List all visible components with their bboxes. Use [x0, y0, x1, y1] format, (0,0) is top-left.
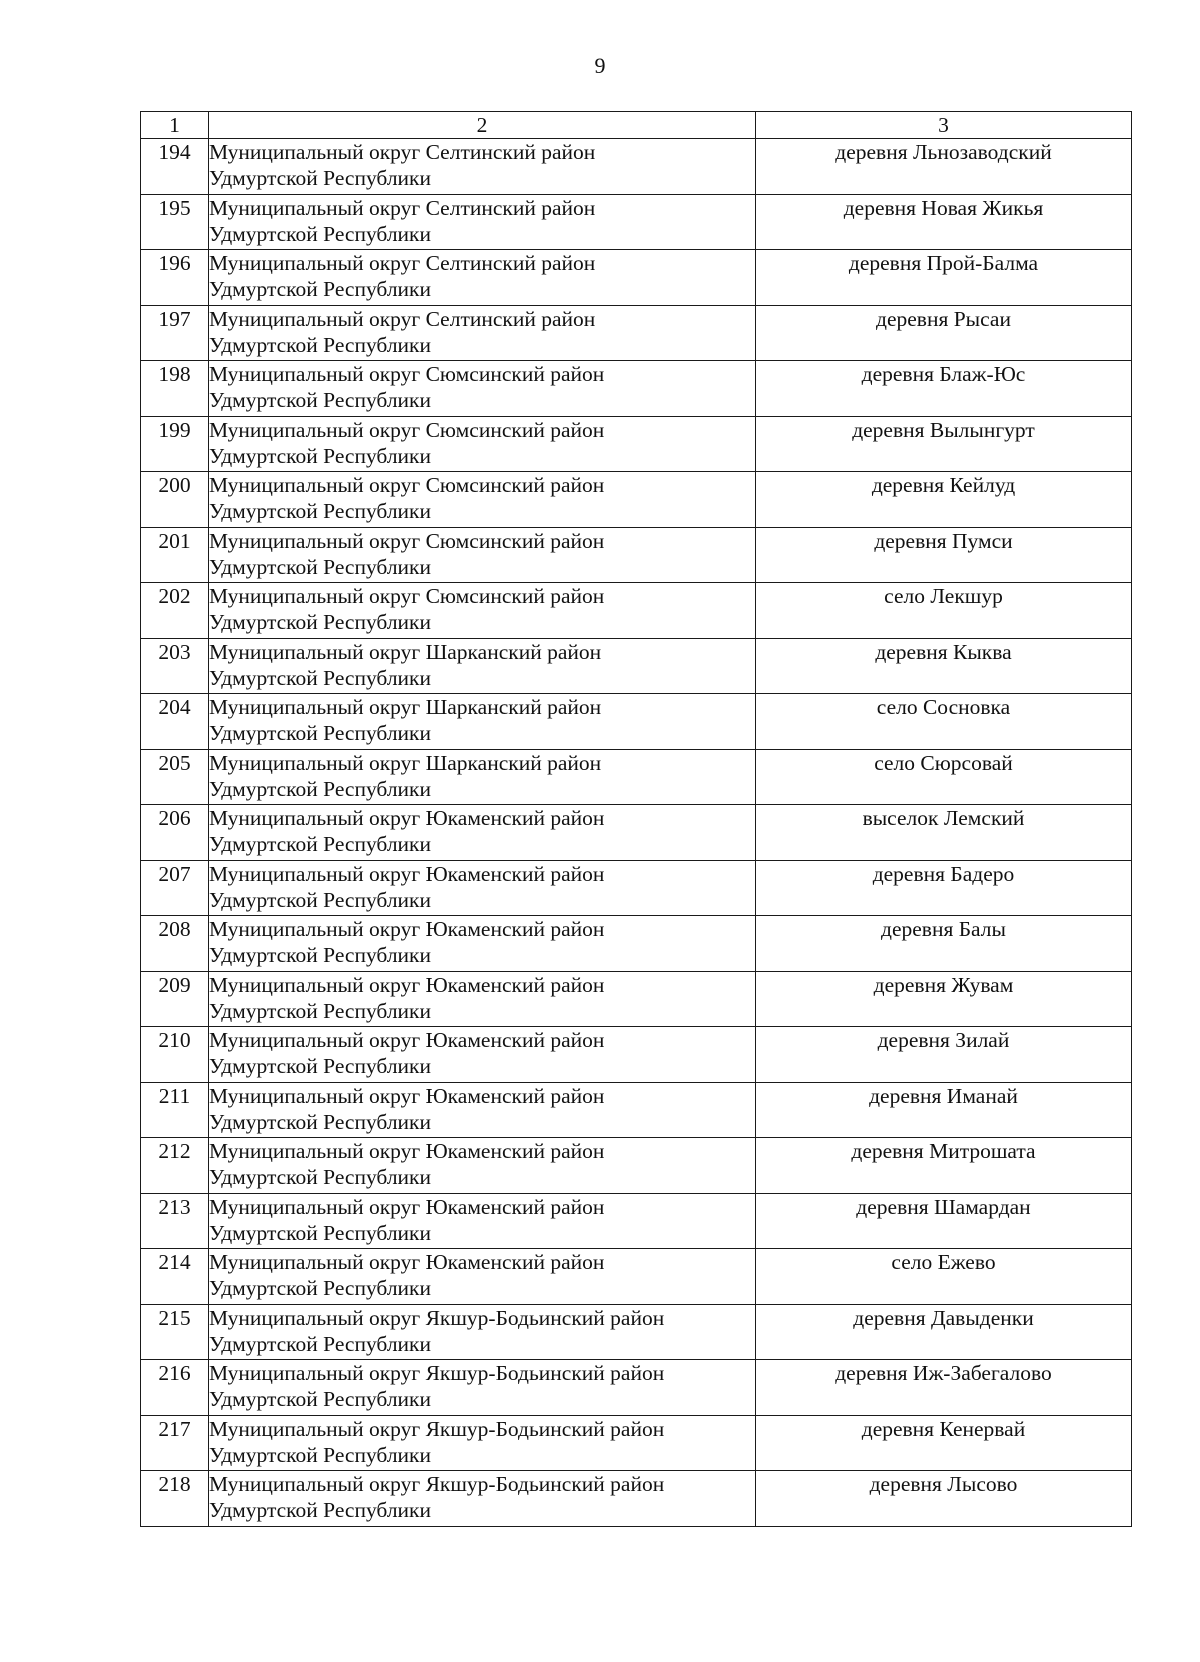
table-row	[141, 749, 1132, 805]
row-number-cell: 208	[141, 916, 209, 972]
district-cell: Муниципальный округ Якшур-Бодьинский район Удмуртской Республики	[209, 1415, 756, 1471]
table-row	[141, 1249, 1132, 1305]
row-number-cell: 201	[141, 527, 209, 583]
district-cell: Муниципальный округ Селтинский район Удмуртской Республики	[209, 305, 756, 361]
page-number: 9	[594, 53, 606, 78]
district-cell: Муниципальный округ Юкаменский район Удмуртской Республики	[209, 860, 756, 916]
row-number-cell: 205	[141, 749, 209, 805]
table-row	[141, 1082, 1132, 1138]
row-number-cell: 214	[141, 1249, 209, 1305]
district-cell: Муниципальный округ Сюмсинский район Удмуртской Республики	[209, 472, 756, 528]
district-cell: Муниципальный округ Шарканский район Удмуртской Республики	[209, 749, 756, 805]
row-number-cell: 198	[141, 361, 209, 417]
settlement-cell: деревня Кыква	[756, 638, 1132, 694]
row-number-cell: 209	[141, 971, 209, 1027]
settlement-cell: село Лекшур	[756, 583, 1132, 639]
settlement-cell: деревня Рысаи	[756, 305, 1132, 361]
row-number-cell: 218	[141, 1471, 209, 1527]
district-cell: Муниципальный округ Юкаменский район Удмуртской Республики	[209, 1027, 756, 1083]
table-row	[141, 527, 1132, 583]
row-number-cell: 194	[141, 139, 209, 195]
settlement-cell: деревня Иж-Забегалово	[756, 1360, 1132, 1416]
row-number-cell: 210	[141, 1027, 209, 1083]
settlement-cell: село Ежево	[756, 1249, 1132, 1305]
row-number-cell: 196	[141, 250, 209, 306]
settlement-cell: деревня Кенервай	[756, 1415, 1132, 1471]
district-cell: Муниципальный округ Якшур-Бодьинский район Удмуртской Республики	[209, 1471, 756, 1527]
table-row	[141, 694, 1132, 750]
column-header-1: 1	[141, 112, 209, 139]
settlement-cell: деревня Жувам	[756, 971, 1132, 1027]
district-cell: Муниципальный округ Юкаменский район Удмуртской Республики	[209, 1138, 756, 1194]
settlement-cell: село Сосновка	[756, 694, 1132, 750]
table-row	[141, 139, 1132, 195]
table-row	[141, 916, 1132, 972]
district-cell: Муниципальный округ Шарканский район Удмуртской Республики	[209, 638, 756, 694]
table-row	[141, 638, 1132, 694]
district-cell: Муниципальный округ Юкаменский район Удмуртской Республики	[209, 1082, 756, 1138]
table-row	[141, 1304, 1132, 1360]
row-number-cell: 204	[141, 694, 209, 750]
settlement-cell: выселок Лемский	[756, 805, 1132, 861]
district-cell: Муниципальный округ Селтинский район Удмуртской Республики	[209, 194, 756, 250]
table-row	[141, 1415, 1132, 1471]
row-number-cell: 213	[141, 1193, 209, 1249]
row-number-cell: 215	[141, 1304, 209, 1360]
row-number-cell: 197	[141, 305, 209, 361]
settlement-cell: деревня Лысово	[756, 1471, 1132, 1527]
district-cell: Муниципальный округ Шарканский район Удмуртской Республики	[209, 694, 756, 750]
district-cell: Муниципальный округ Юкаменский район Удмуртской Республики	[209, 916, 756, 972]
table-row	[141, 1193, 1132, 1249]
column-header-2: 2	[209, 112, 756, 139]
district-cell: Муниципальный округ Сюмсинский район Удмуртской Республики	[209, 416, 756, 472]
table-row	[141, 1471, 1132, 1527]
settlement-cell: деревня Новая Жикья	[756, 194, 1132, 250]
district-cell: Муниципальный округ Юкаменский район Удмуртской Республики	[209, 971, 756, 1027]
row-number-cell: 211	[141, 1082, 209, 1138]
table-row	[141, 583, 1132, 639]
settlement-cell: деревня Иманай	[756, 1082, 1132, 1138]
row-number-cell: 206	[141, 805, 209, 861]
settlement-cell: деревня Шамардан	[756, 1193, 1132, 1249]
row-number-cell: 217	[141, 1415, 209, 1471]
row-number-cell: 195	[141, 194, 209, 250]
row-number-cell: 212	[141, 1138, 209, 1194]
table-row	[141, 860, 1132, 916]
table-row	[141, 472, 1132, 528]
settlement-cell: деревня Митрошата	[756, 1138, 1132, 1194]
settlement-cell: деревня Прой-Балма	[756, 250, 1132, 306]
settlement-cell: деревня Кейлуд	[756, 472, 1132, 528]
table-header-row	[141, 112, 1132, 139]
table-row	[141, 805, 1132, 861]
table-row	[141, 1360, 1132, 1416]
settlement-cell: деревня Бадеро	[756, 860, 1132, 916]
table-row	[141, 416, 1132, 472]
district-cell: Муниципальный округ Селтинский район Удмуртской Республики	[209, 250, 756, 306]
district-cell: Муниципальный округ Юкаменский район Удмуртской Республики	[209, 805, 756, 861]
settlement-cell: деревня Балы	[756, 916, 1132, 972]
settlement-cell: деревня Зилай	[756, 1027, 1132, 1083]
settlements-table	[140, 111, 1132, 1527]
settlement-cell: деревня Блаж-Юс	[756, 361, 1132, 417]
district-cell: Муниципальный округ Сюмсинский район Удмуртской Республики	[209, 361, 756, 417]
column-header-3: 3	[756, 112, 1132, 139]
district-cell: Муниципальный округ Юкаменский район Удмуртской Республики	[209, 1249, 756, 1305]
row-number-cell: 200	[141, 472, 209, 528]
settlement-cell: село Сюрсовай	[756, 749, 1132, 805]
table-row	[141, 361, 1132, 417]
table-row	[141, 305, 1132, 361]
table-row	[141, 250, 1132, 306]
district-cell: Муниципальный округ Сюмсинский район Удмуртской Республики	[209, 527, 756, 583]
settlement-cell: деревня Вылынгурт	[756, 416, 1132, 472]
district-cell: Муниципальный округ Якшур-Бодьинский район Удмуртской Республики	[209, 1360, 756, 1416]
row-number-cell: 202	[141, 583, 209, 639]
settlement-cell: деревня Пумси	[756, 527, 1132, 583]
row-number-cell: 216	[141, 1360, 209, 1416]
table-row	[141, 1027, 1132, 1083]
district-cell: Муниципальный округ Якшур-Бодьинский район Удмуртской Республики	[209, 1304, 756, 1360]
table-row	[141, 194, 1132, 250]
table-row	[141, 971, 1132, 1027]
row-number-cell: 203	[141, 638, 209, 694]
table-row	[141, 1138, 1132, 1194]
settlement-cell: деревня Давыденки	[756, 1304, 1132, 1360]
district-cell: Муниципальный округ Сюмсинский район Удмуртской Республики	[209, 583, 756, 639]
district-cell: Муниципальный округ Юкаменский район Удмуртской Республики	[209, 1193, 756, 1249]
district-cell: Муниципальный округ Селтинский район Удмуртской Республики	[209, 139, 756, 195]
settlement-cell: деревня Льнозаводский	[756, 139, 1132, 195]
row-number-cell: 199	[141, 416, 209, 472]
row-number-cell: 207	[141, 860, 209, 916]
